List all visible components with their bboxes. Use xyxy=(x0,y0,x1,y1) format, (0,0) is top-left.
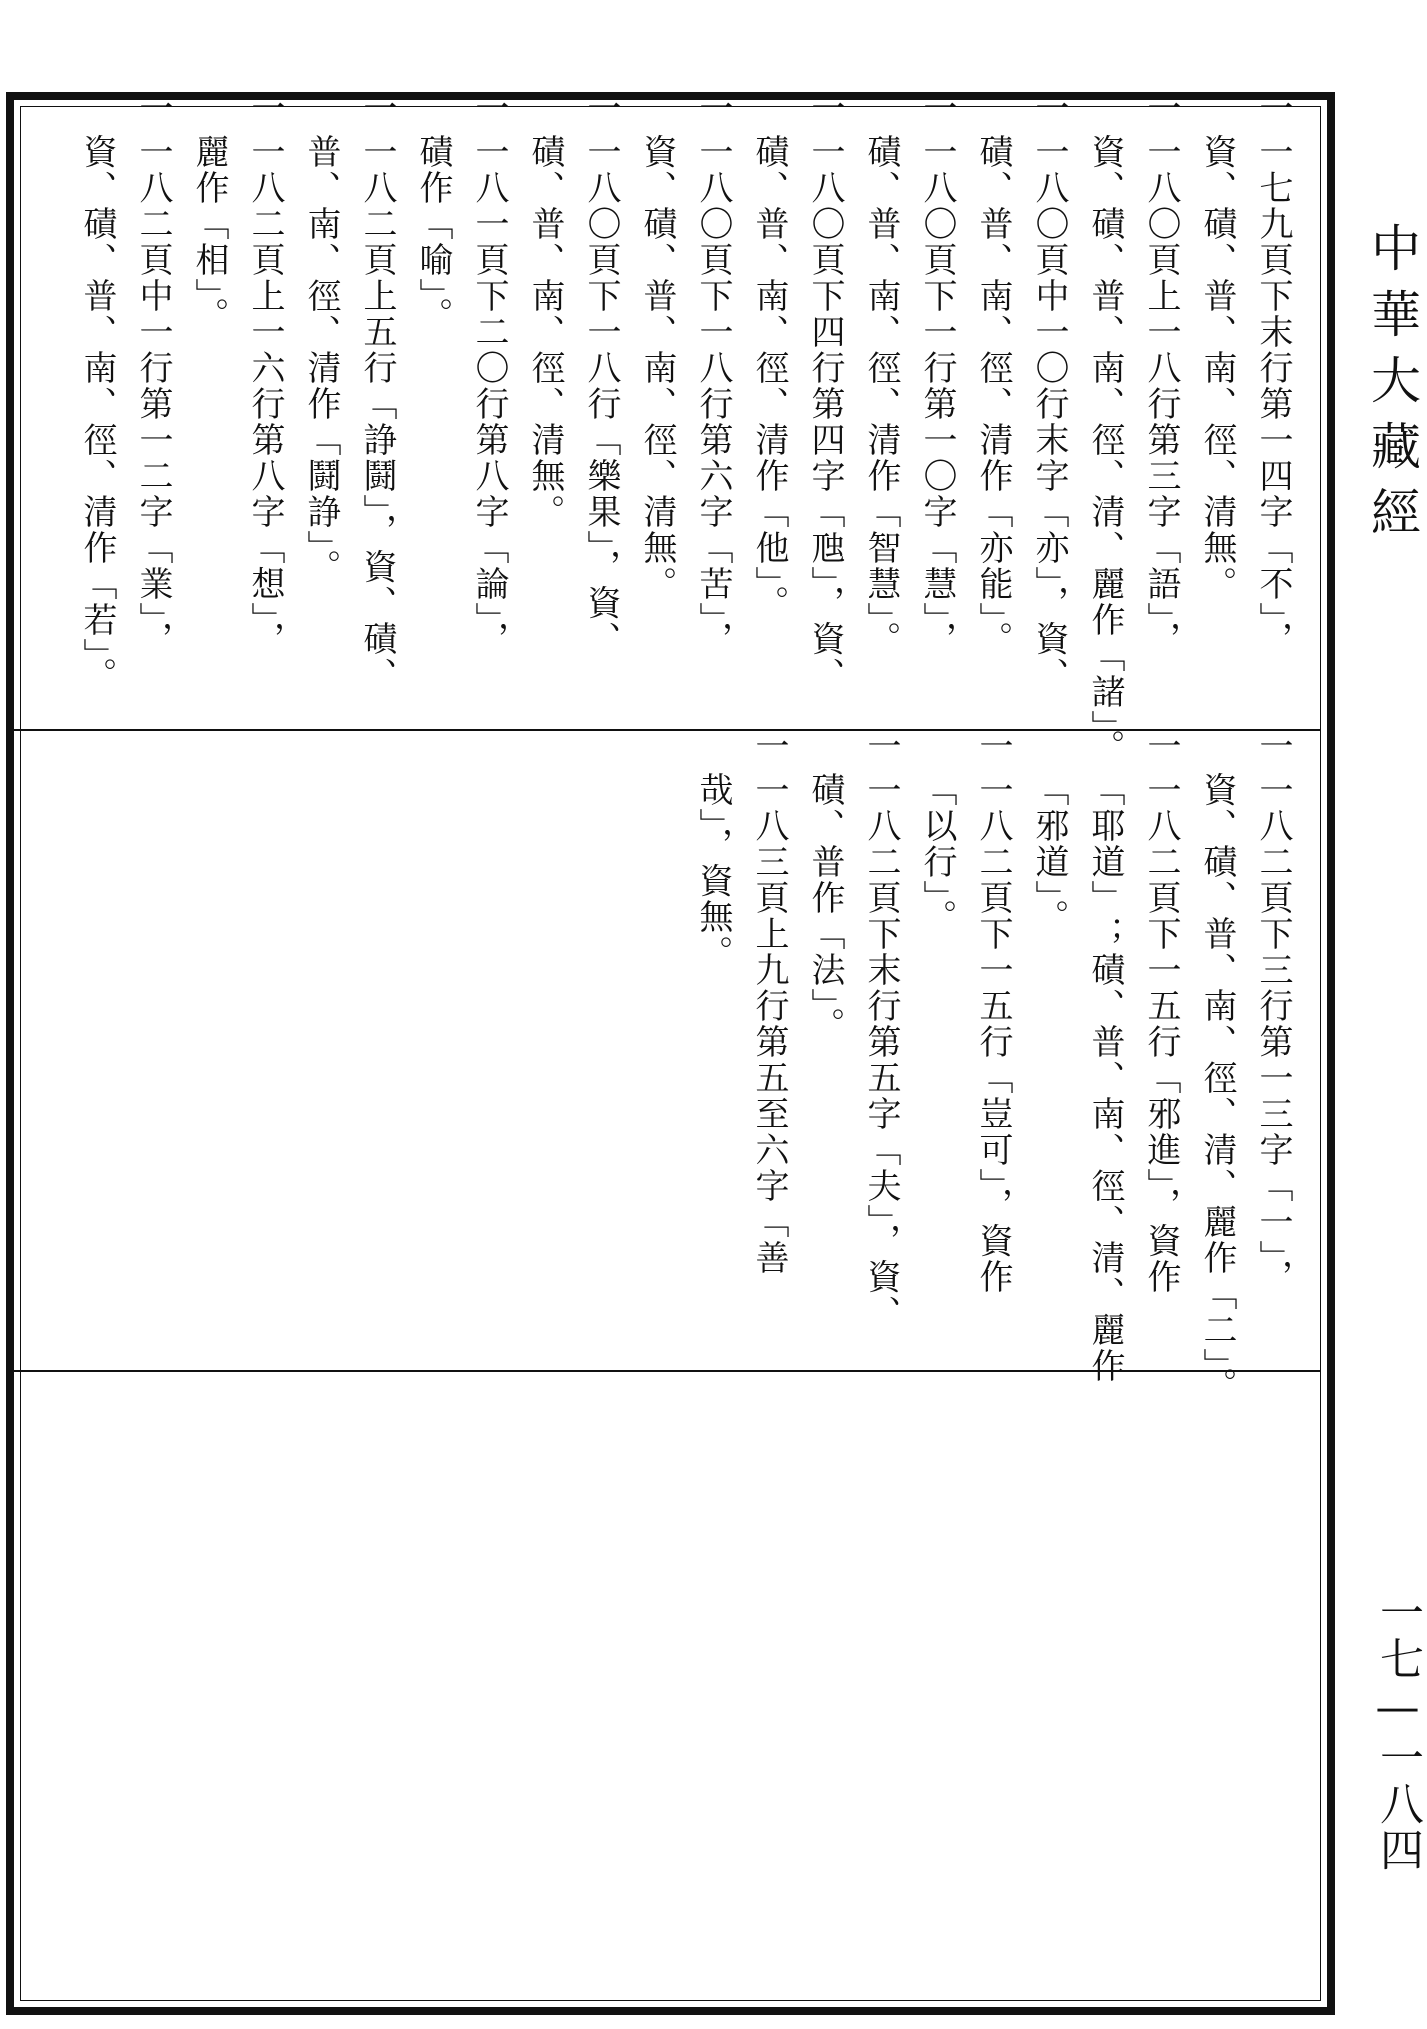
entry-6-line-1: 一八〇頁下一八行第六字「苦」， 一 xyxy=(687,134,739,657)
entry-7-line-1: 一八〇頁下一八行「樂果」，資、 一 xyxy=(575,134,627,657)
entry-marker: 一 xyxy=(973,728,1013,764)
entry-marker: 一 xyxy=(1141,90,1181,126)
entry-2-line-1: 一八〇頁上一八行第三字「語」， 一 xyxy=(1135,134,1187,657)
entry-15-line-1: 一八二頁下末行第五字「夫」，資、 一 xyxy=(855,772,907,1331)
entry-1-line-1: 一七九頁下末行第一四字「不」， 一 xyxy=(1247,134,1299,657)
entry-11-line-1: 一八二頁中一行第一二字「業」， 一 xyxy=(127,134,179,657)
entry-marker: 一 xyxy=(1253,728,1293,764)
entry-2-line-2: 資、磧、普、南、徑、清、麗作「諸」。 xyxy=(1085,134,1125,765)
entry-marker: 一 xyxy=(1141,728,1181,764)
entry-3-line-2: 磧、普、南、徑、清作「亦能」。 xyxy=(973,134,1013,657)
entry-marker: 一 xyxy=(581,90,621,126)
entry-marker: 一 xyxy=(693,90,733,126)
entry-marker: 一 xyxy=(917,90,957,126)
entry-15-line-2: 磧、普作「法」。 xyxy=(805,772,845,1043)
book-title: 中華大藏經 xyxy=(1363,222,1421,552)
entry-marker: 一 xyxy=(469,90,509,126)
entry-8-line-2: 磧作「喻」。 xyxy=(413,134,453,333)
entry-5-line-1: 一八〇頁下四行第四字「虺」，資、 一 xyxy=(799,134,851,693)
entry-10-line-2: 麗作「相」。 xyxy=(189,134,229,333)
entry-16-line-1: 一八三頁上九行第五至六字「善 一 xyxy=(743,772,795,1276)
entry-9-line-1: 一八二頁上五行「諍鬪」，資、磧、 一 xyxy=(351,134,403,693)
entry-marker: 一 xyxy=(357,90,397,126)
entry-11-line-2: 資、磧、普、南、徑、清作「若」。 xyxy=(77,134,117,693)
entry-marker: 一 xyxy=(805,90,845,126)
entry-5-line-2: 磧、普、南、徑、清作「他」。 xyxy=(749,134,789,621)
entry-13-line-2: 「耶道」；磧、普、南、徑、清、麗作 xyxy=(1085,772,1125,1384)
entry-marker: 一 xyxy=(133,90,173,126)
entry-marker: 一 xyxy=(1029,90,1069,126)
entry-4-line-1: 一八〇頁下一行第一〇字「慧」， 一 xyxy=(911,134,963,657)
entry-9-line-2: 普、南、徑、清作「鬪諍」。 xyxy=(301,134,341,585)
entry-1-line-2: 資、磧、普、南、徑、清無。 xyxy=(1197,134,1237,602)
entry-13-line-1: 一八二頁下一五行「邪進」，資作 一 xyxy=(1135,772,1187,1295)
entry-3-line-1: 一八〇頁中一〇行末字「亦」，資、 一 xyxy=(1023,134,1075,693)
entry-14-line-1: 一八二頁下一五行「豈可」，資作 一 xyxy=(967,772,1019,1295)
entry-marker: 一 xyxy=(861,728,901,764)
entry-8-line-1: 一八一頁下二〇行第八字「論」， 一 xyxy=(463,134,515,657)
page-number: 一七—一八四 xyxy=(1372,1590,1423,1873)
entry-marker: 一 xyxy=(1253,90,1293,126)
entry-6-line-2: 資、磧、普、南、徑、清無。 xyxy=(637,134,677,602)
entry-16-line-2: 哉」，資無。 xyxy=(693,772,733,971)
entry-10-line-1: 一八二頁上一六行第八字「想」， 一 xyxy=(239,134,291,657)
entry-7-line-2: 磧、普、南、徑、清無。 xyxy=(525,134,565,530)
entry-12-line-2: 資、磧、普、南、徑、清、麗作「二」。 xyxy=(1197,772,1237,1403)
entry-marker: 一 xyxy=(245,90,285,126)
entry-14-line-2: 「以行」。 xyxy=(917,772,957,935)
entry-marker: 一 xyxy=(749,728,789,764)
entry-4-line-2: 磧、普、南、徑、清作「智慧」。 xyxy=(861,134,901,657)
entry-13-line-3: 「邪道」。 xyxy=(1029,772,1069,935)
entry-12-line-1: 一八二頁下三行第一三字「一」， 一 xyxy=(1247,772,1299,1295)
